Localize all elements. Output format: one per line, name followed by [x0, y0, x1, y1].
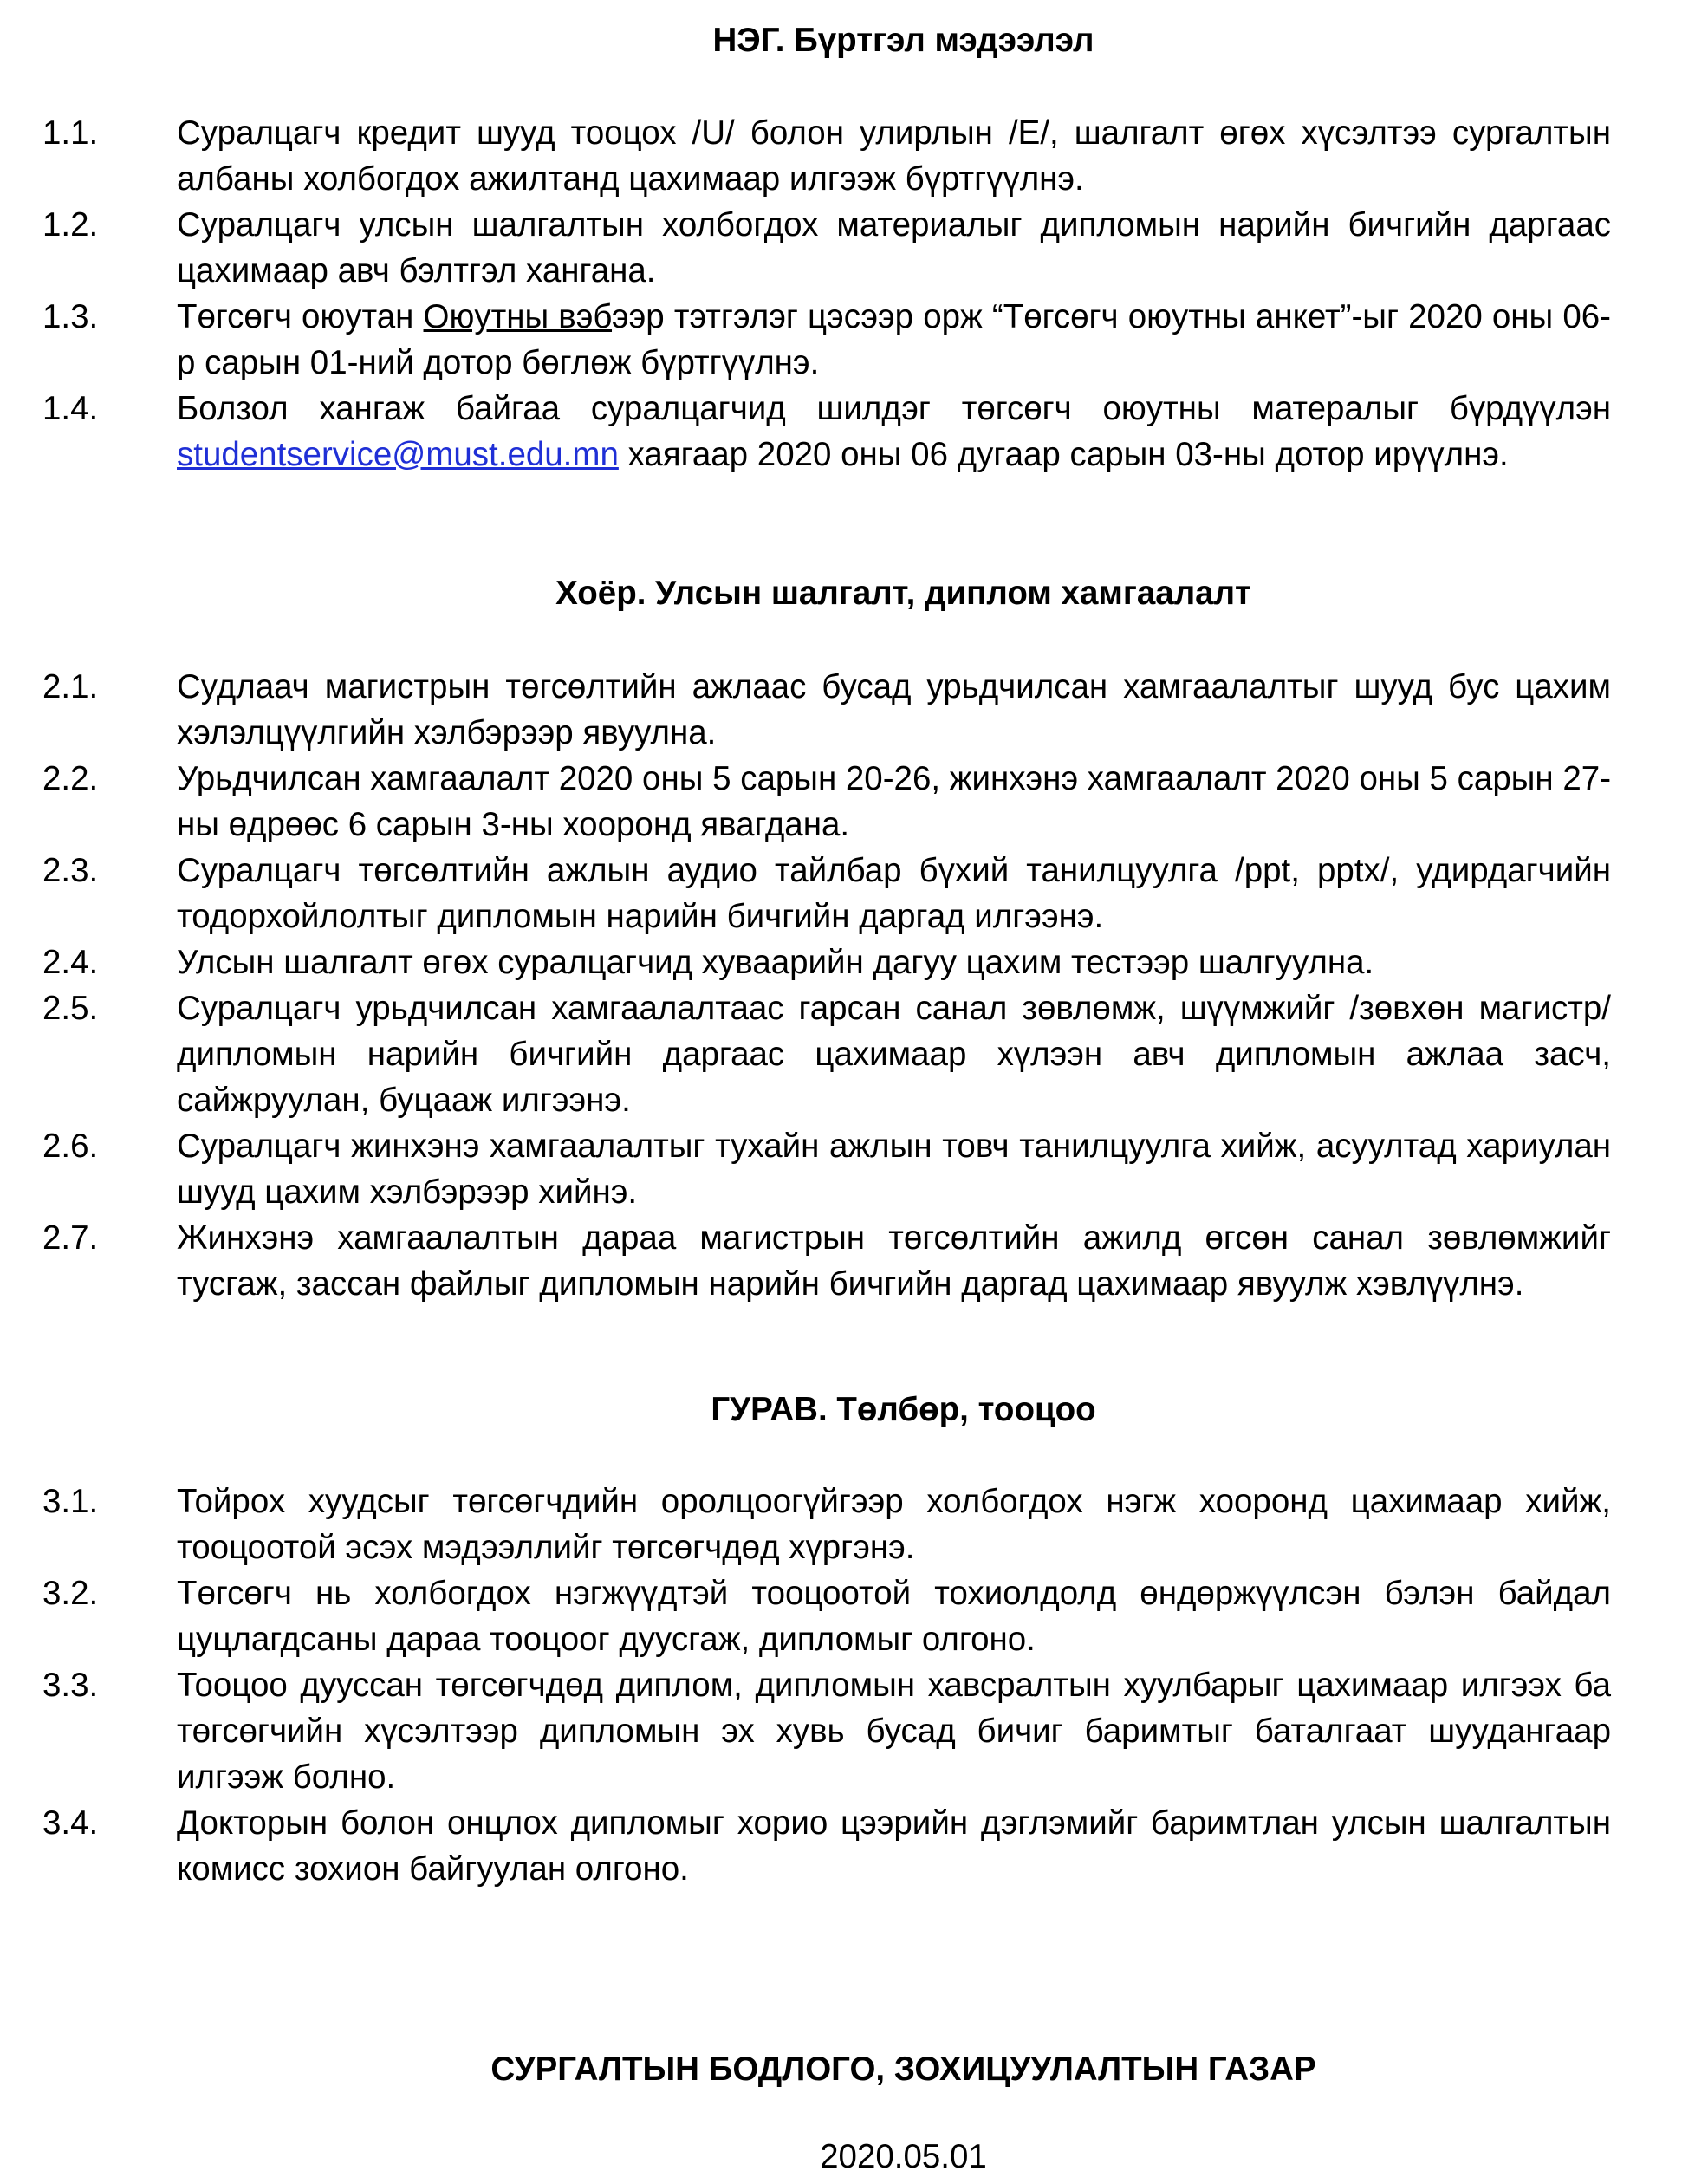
item-number: 1.4. — [42, 390, 99, 427]
item-text-part: Болзол хангаж байгаа суралцагчид шилдэг төгсөгч оюутны матералыг бүрдүүлэн — [177, 390, 1611, 427]
item-number: 1.3. — [42, 298, 99, 335]
student-web-link[interactable]: Оюутны вэб — [423, 298, 613, 335]
item-number: 2.6. — [42, 1128, 99, 1165]
item-text-part: хаягаар 2020 оны 06 дугаар сарын 03-ны дотор ирүүлнэ. — [618, 436, 1509, 473]
item-number: 3.4. — [42, 1804, 99, 1842]
item-text: Суралцагч жинхэнэ хамгаалалтыг тухайн ажлын товч танилцуулга хийж, асуултад хариулан шууд цахим хэлбэрээр хийнэ. — [177, 1128, 1611, 1211]
section-heading-1: НЭГ. Бүртгэл мэдээлэл — [712, 22, 1094, 59]
item-text: Суралцагч кредит шууд тооцох /U/ болон улирлын /E/, шалгалт өгөх хүсэлтээ сургалтын албаны холбогдох ажилтанд цахимаар илгээж бүртгүүлнэ. — [177, 114, 1611, 198]
item-text-part: ээр тэтгэлэг цэсээр орж “Төгсөгч оюутны анкет”-ыг 2020 оны 06-р сарын 01-ний дотор бөглөж бүртгүүлнэ. — [177, 298, 1611, 381]
item-number: 3.2. — [42, 1575, 99, 1612]
item-number: 2.5. — [42, 990, 99, 1027]
item-text — [177, 386, 1611, 478]
item-text: Жинхэнэ хамгаалалтын дараа магистрын төгсөлтийн ажилд өгсөн санал зөвлөмжийг тусгаж, зассан файлыг дипломын нарийн бичгийн даргад цахимаар явуулж хэвлүүлнэ. — [177, 1219, 1611, 1303]
item-text: Улсын шалгалт өгөх суралцагчид хуваарийн дагуу цахим тестээр шалгуулна. — [177, 944, 1374, 981]
item-text: Тойрох хуудсыг төгсөгчдийн оролцоогүйгээр холбогдох нэгж хооронд цахимаар хийж, тооцоотой эсэх мэдээллийг төгсөгчдөд хүргэнэ. — [177, 1483, 1611, 1566]
section-heading-2: Хоёр. Улсын шалгалт, диплом хамгаалалт — [555, 575, 1251, 612]
item-text: Суралцагч урьдчилсан хамгаалалтаас гарсан санал зөвлөмж, шүүмжийг /зөвхөн магистр/ дипломын нарийн бичгийн даргаас цахимаар хүлээн авч дипломын ажлаа засч, сайжруулан, буцааж илгээнэ. — [177, 990, 1611, 1119]
item-text: Төгсөгч нь холбогдох нэгжүүдтэй тооцоотой тохиолдолд өндөржүүлсэн бэлэн байдал цуцлагдсаны дараа тооцоог дуусгаж, дипломыг олгоно. — [177, 1575, 1611, 1658]
item-number: 2.1. — [42, 668, 99, 705]
item-number: 2.7. — [42, 1219, 99, 1257]
document-date: 2020.05.01 — [820, 2138, 987, 2175]
item-number: 2.3. — [42, 852, 99, 889]
item-text: Урьдчилсан хамгаалалт 2020 оны 5 сарын 20-26, жинхэнэ хамгаалалт 2020 оны 5 сарын 27-ны өдрөөс 6 сарын 3-ны хооронд явагдана. — [177, 760, 1612, 843]
section-heading-3: ГУРАВ. Төлбөр, тооцоо — [711, 1391, 1096, 1428]
item-text: Судлаач магистрын төгсөлтийн ажлаас бусад урьдчилсан хамгаалалтыг шууд бус цахим хэлэлцүүлгийн хэлбэрээр явуулна. — [177, 668, 1611, 751]
item-number: 2.4. — [42, 944, 99, 981]
item-number: 3.1. — [42, 1483, 99, 1520]
item-number: 1.1. — [42, 114, 99, 152]
item-number: 3.3. — [42, 1667, 99, 1704]
item-text-part: Төгсөгч оюутан — [177, 298, 424, 335]
item-number: 1.2. — [42, 206, 99, 244]
department-name: СУРГАЛТЫН БОДЛОГО, ЗОХИЦУУЛАЛТЫН ГАЗАР — [490, 2051, 1316, 2088]
item-text: Докторын болон онцлох дипломыг хорио цээрийн дэглэмийг баримтлан улсын шалгалтын комисс зохион байгуулан олгоно. — [177, 1804, 1611, 1888]
item-text — [177, 294, 1611, 386]
item-number: 2.2. — [42, 760, 99, 797]
item-text: Суралцагч улсын шалгалтын холбогдох материалыг дипломын нарийн бичгийн даргаас цахимаар авч бэлтгэл хангана. — [177, 206, 1611, 289]
email-link[interactable]: studentservice@must.edu.mn — [177, 436, 619, 473]
item-text: Тооцоо дууссан төгсөгчдөд диплом, дипломын хавсралтын хуулбарыг цахимаар илгээх ба төгсөгчийн хүсэлтээр дипломын эх хувь бусад бичиг баримтыг баталгаат шуудангаар илгээж болно. — [177, 1667, 1611, 1796]
item-text: Суралцагч төгсөлтийн ажлын аудио тайлбар бүхий танилцуулга /ppt, pptx/, удирдагчийн тодорхойлолтыг дипломын нарийн бичгийн даргад илгээнэ. — [177, 852, 1611, 935]
